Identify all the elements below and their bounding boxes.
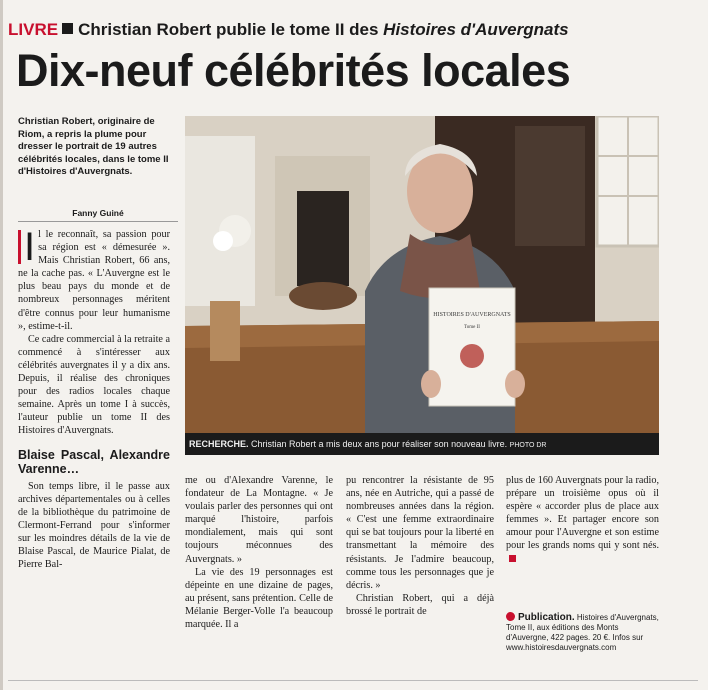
publication-label: Publication.: [518, 612, 575, 623]
subheading: Blaise Pascal, Alexandre Varenne…: [18, 447, 170, 476]
paragraph: La vie des 19 personnages est dépeinte en une dizaine de pages, au présent, sans prétention. Celle de Mélanie Berger-Volle l'a beaucoup marquée. Il a: [185, 566, 333, 631]
article-kicker: [8, 20, 569, 40]
paragraph: me ou d'Alexandre Varenne, le fondateur de La Montagne. « Je voulais parler des personnes qui ont marqué l'histoire, parfois mondialement, mais qui sont toujours méconnues des Auvergnats. »: [185, 475, 333, 565]
publication-info: [506, 612, 659, 653]
paragraph: I l le reconnaît, sa passion pour sa région est « démesurée ». Mais Christian Robert, 66 ans, ne la cache pas. « L'Auvergne est le plus beau pays du monde et de nombreux personnages méritent d'être connus pour leur humanisme », estime-t-il.: [18, 225, 170, 332]
category-label: LIVRE: [8, 20, 59, 39]
caption-kicker: RECHERCHE.: [189, 439, 249, 449]
standfirst: Christian Robert, originaire de Riom, a repris la plume pour dresser le portrait de 19 autres célébrités locales, dans le tome II d'Histoires d'Auvergnats.: [18, 116, 169, 177]
body-column-4: [506, 474, 659, 566]
article-photo: [185, 116, 659, 433]
photo-caption: [185, 433, 659, 455]
paragraph: Christian Robert, qui a déjà brossé le portrait de: [346, 592, 494, 617]
publication-text: Histoires d'Auvergnats, Tome II, aux éditions des Monts d'Auvergne, 422 pages. 20 €. Infos sur www.histoiresdauvergnats.com: [506, 613, 659, 652]
kicker-text: Christian Robert publie le tome II des: [78, 20, 384, 39]
drop-cap: I: [18, 230, 35, 264]
headline: Dix-neuf célébrités locales: [16, 45, 571, 96]
left-margin-rule: [0, 0, 3, 690]
publication-bullet-icon: [506, 612, 515, 621]
bottom-rule: [8, 680, 698, 681]
paragraph: plus de 160 Auvergnats pour la radio, prépare un troisième opus où il espère « accorder plus de place aux femmes ». Et partager encore son amour pour l'Auvergne et son estime pour les grands noms qui y sont nés.: [506, 474, 659, 566]
caption-text: Christian Robert a mis deux ans pour réaliser son nouveau livre.: [248, 439, 508, 449]
book-cover-title: HISTOIRES D'AUVERGNATS: [433, 312, 511, 318]
kicker-square-icon: [62, 23, 73, 34]
photo-illustration: [185, 116, 659, 433]
kicker-book-title: Histoires d'Auvergnats: [383, 20, 569, 39]
photo-credit: PHOTO DR: [509, 442, 547, 449]
body-column-3: [346, 474, 494, 618]
body-column-1: [18, 225, 170, 571]
paragraph: pu rencontrer la résistante de 95 ans, née en Autriche, qui a passé de nombreuses années dans la région. « C'est une femme extraordinaire qui se bat toujours pour la liberté en transmettant la mémoire des résistants. Je l'admire beaucoup, comme tous les personnages que je décris. »: [346, 475, 494, 591]
body-column-2: [185, 474, 333, 631]
paragraph: Son temps libre, il le passe aux archives départementales ou à celles de la bibliothèque du patrimoine de Clermont-Ferrand pour s'informer sur les moindres détails de la vie de Blaise Pascal, de Maurice Pialat, de Pierre Bal-: [18, 480, 170, 571]
byline: Fanny Guiné: [18, 208, 178, 222]
end-mark-icon: [509, 555, 516, 562]
paragraph: Ce cadre commercial à la retraite a commencé à s'intéresser aux célébrités auvergnates il y a dix ans. Depuis, il réalise des chroniques pour des radios locales chaque semaine. Après un tome I à succès, l'auteur publie un tome II des Histoires d'Auvergnats.: [18, 333, 170, 437]
book-cover-subtitle: Tome II: [464, 325, 480, 330]
